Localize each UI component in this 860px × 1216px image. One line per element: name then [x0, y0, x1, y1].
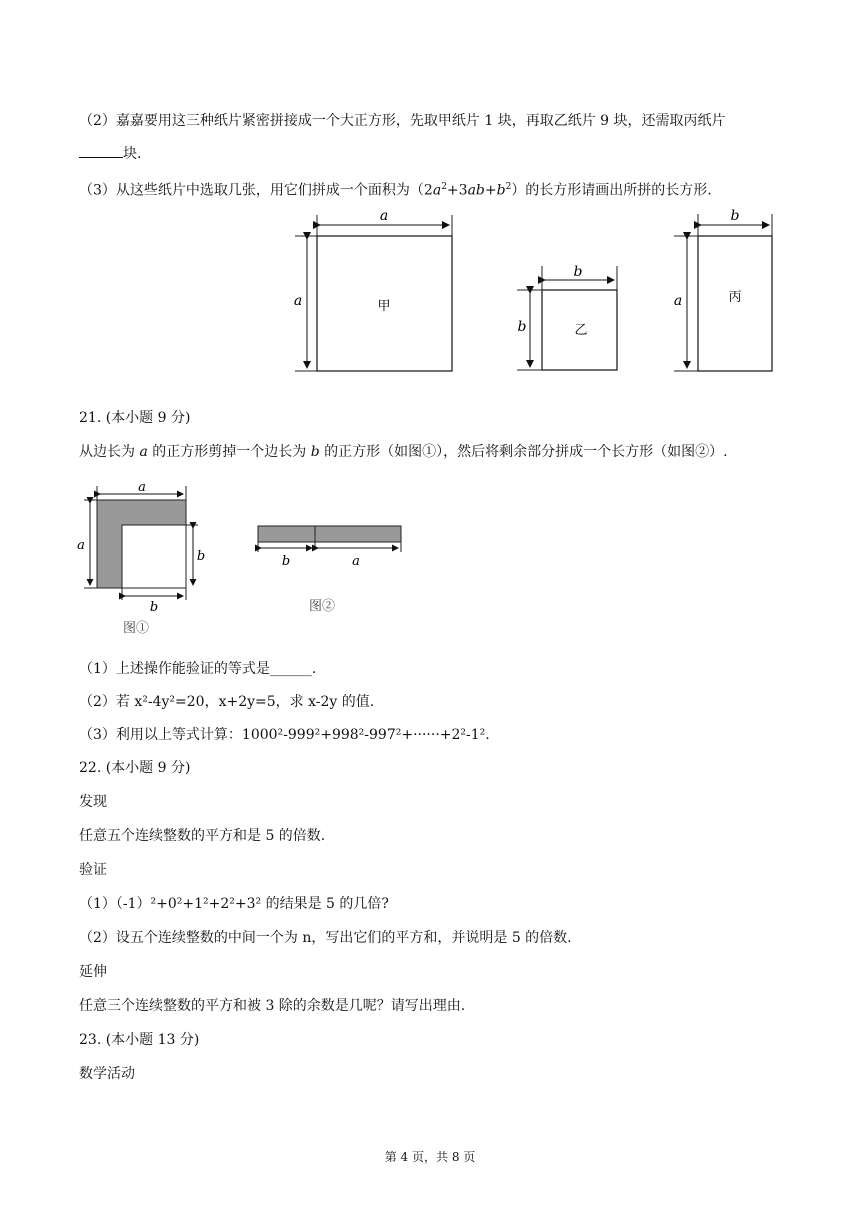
q22-part2: （2）设五个连续整数的中间一个为 n，写出它们的平方和，并说明是 5 的倍数.	[79, 930, 572, 946]
q23-title: 数学活动	[79, 1066, 135, 1082]
label-bing: 丙	[728, 290, 742, 305]
label-b-top-bing: b	[730, 208, 740, 224]
var-b: b	[496, 182, 506, 199]
q21-part2: （2）若 x²-4y²=20，x+2y=5，求 x-2y 的值.	[79, 694, 375, 710]
square-yi	[517, 264, 617, 370]
figure-1	[77, 480, 205, 636]
q22-statement: 任意五个连续整数的平方和是 5 的倍数.	[79, 828, 326, 844]
fig2-label-a: a	[352, 554, 360, 569]
fig1-caption: 图①	[122, 621, 150, 636]
q22-yanshen: 延伸	[79, 964, 107, 980]
q20-part2-text: （2）嘉嘉要用这三种纸片紧密拼接成一个大正方形，先取甲纸片 1 块，再取乙纸片 9 块，还需取丙纸片	[79, 113, 726, 129]
fig2-caption: 图②	[308, 599, 336, 614]
exp: 2	[441, 182, 447, 192]
fig1-label-a-top: a	[138, 480, 146, 495]
q22-header: 22. (本小题 9 分)	[79, 760, 191, 776]
label-b-top: b	[573, 264, 583, 280]
label-b-side: b	[517, 319, 527, 335]
q22-faxian: 发现	[79, 794, 107, 810]
q21-part3: （3）利用以上等式计算：1000²-999²+998²-997²+······+2²-1².	[79, 727, 490, 743]
q22-extension: 任意三个连续整数的平方和被 3 除的余数是几呢？请写出理由.	[79, 998, 466, 1014]
var-a: a	[432, 182, 442, 199]
q21-intro	[79, 442, 728, 462]
q22-part1: （1）（-1）²+0²+1²+2²+3² 的结果是 5 的几倍?	[79, 896, 389, 912]
q22-yanzheng: 验证	[79, 862, 107, 878]
label-a-top: a	[379, 208, 389, 224]
q20-part3-text: （3）从这些纸片中选取几张，用它们拼成一个面积为（2	[79, 182, 433, 199]
var-a: a	[139, 444, 148, 460]
var-b: b	[310, 444, 320, 460]
var-ab: ab	[467, 182, 485, 199]
plus3: +3	[446, 182, 468, 199]
label-a-side: a	[293, 293, 303, 309]
q20-part3-tail: ）的长方形请画出所拼的长方形.	[511, 182, 712, 199]
fig1-label-b-bottom: b	[149, 600, 159, 615]
q21-intro-2: 的正方形剪掉一个边长为	[147, 444, 311, 460]
exp: 2	[505, 182, 512, 192]
q21-intro-3: 的正方形（如图①），然后将剩余部分拼成一个长方形（如图②）.	[319, 444, 728, 460]
square-jia	[294, 208, 452, 371]
q21-figures	[0, 470, 460, 650]
q21-part1: （1）上述操作能验证的等式是______.	[79, 661, 317, 677]
label-yi: 乙	[574, 323, 588, 338]
q21-header: 21. (本小题 9 分)	[79, 410, 191, 426]
fig1-label-b-side: b	[196, 549, 206, 564]
figure-2	[258, 526, 401, 614]
label-jia: 甲	[377, 299, 391, 314]
rect-bing	[674, 208, 772, 371]
plus: +	[484, 182, 497, 199]
fig1-label-a-side: a	[77, 538, 85, 553]
fig2-label-b: b	[281, 554, 291, 569]
q20-figure	[0, 0, 860, 400]
label-a-side-bing: a	[673, 293, 683, 309]
page-footer: 第 4 页，共 8 页	[384, 1150, 476, 1164]
q23-header: 23. (本小题 13 分)	[79, 1032, 200, 1048]
q20-part2-suffix: 块.	[123, 146, 142, 162]
q21-intro-1: 从边长为	[79, 444, 140, 460]
